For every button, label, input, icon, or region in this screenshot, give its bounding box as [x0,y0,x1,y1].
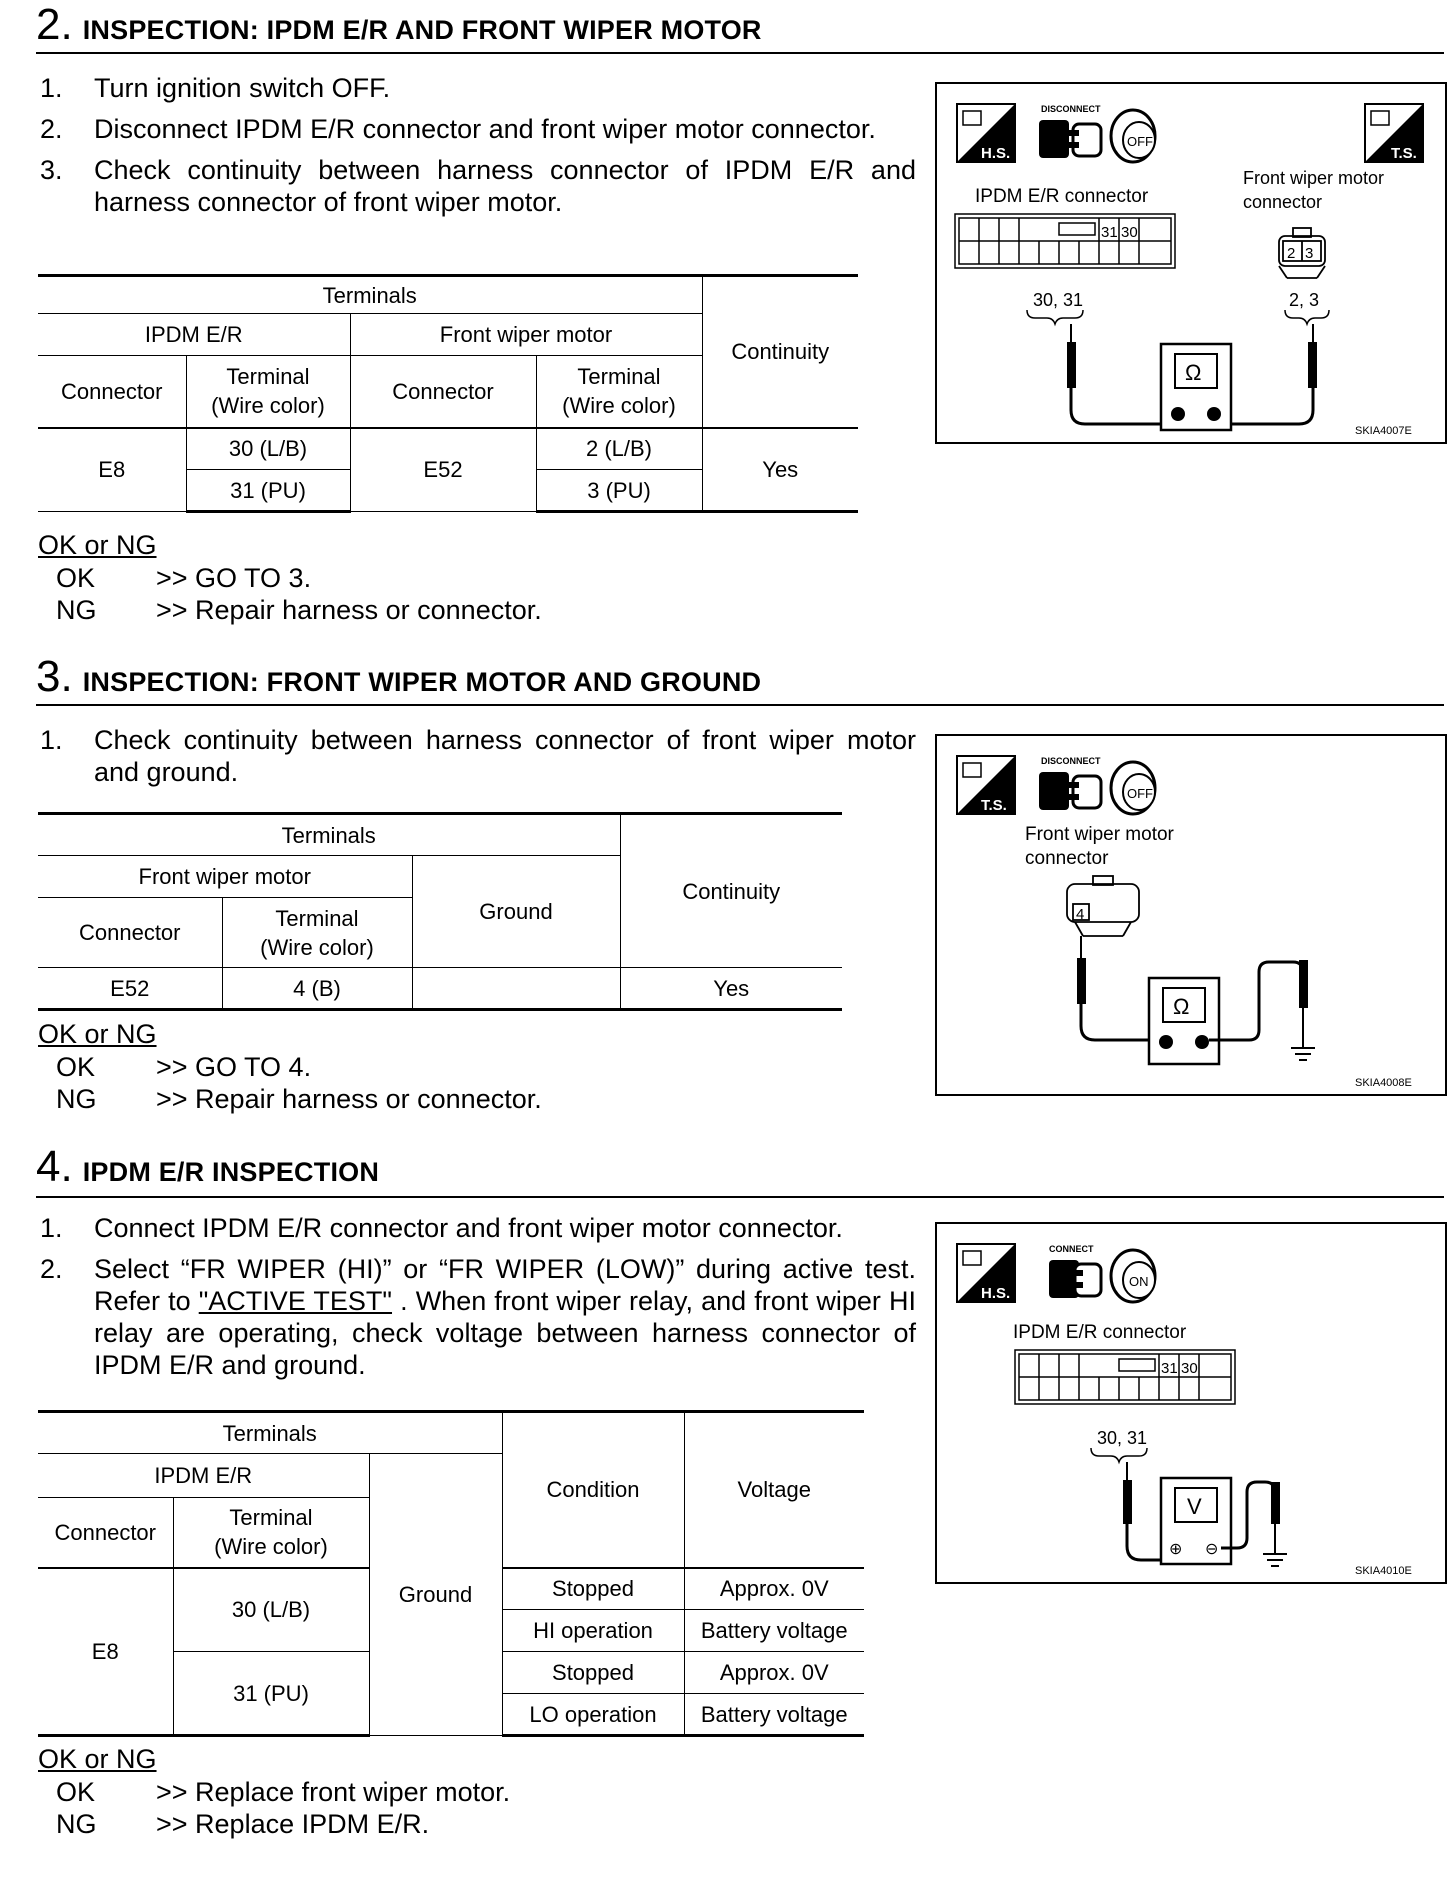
voltage-table: Terminals Condition Voltage IPDM E/R Ground Connector Terminal (Wire color) E8 30 (L/B) Stopped Approx. 0V HI operation Battery voltage 31 (PU) Stopped Approx. 0V LO operation Battery voltage [38,1410,864,1737]
svg-text:2, 3: 2, 3 [1289,290,1320,310]
svg-text:30: 30 [1121,224,1138,241]
divider [36,1196,1444,1198]
svg-text:Ω: Ω [1173,994,1190,1019]
diagram-ipdm-motor-continuity [935,82,1447,444]
svg-text:IPDM E/R connector: IPDM E/R connector [975,186,1149,207]
test-probe-icon [1308,324,1317,388]
svg-text:SKIA4007E: SKIA4007E [1355,425,1412,437]
step-item: 1. Check continuity between harness connector of front wiper motor and ground. [40,725,916,787]
section-number: 2 [36,0,61,49]
step-list [36,724,916,797]
svg-text:OFF: OFF [1127,786,1153,801]
voltmeter-icon [1161,1478,1231,1564]
section-title: INSPECTION: IPDM E/R AND FRONT WIPER MOTOR [82,15,762,45]
section-title: IPDM E/R INSPECTION [82,1157,380,1187]
active-test-link[interactable]: "ACTIVE TEST" [198,1286,393,1316]
svg-text:30, 31: 30, 31 [1097,1428,1148,1448]
svg-text:T.S.: T.S. [981,797,1007,814]
svg-text:Ω: Ω [1185,360,1202,385]
ts-badge-icon [957,756,1015,814]
svg-text:SKIA4008E: SKIA4008E [1355,1077,1412,1089]
divider [36,52,1444,54]
section-2-heading: 2. INSPECTION: IPDM E/R AND FRONT WIPER MOTOR [36,0,762,49]
connected-connector-icon [1049,1260,1101,1298]
ok-ng-block: OK or NG OK >> Replace front wiper motor. NG >> Replace IPDM E/R. [38,1744,511,1839]
svg-text:SKIA4010E: SKIA4010E [1355,1565,1412,1577]
svg-text:DISCONNECT: DISCONNECT [1041,756,1101,766]
svg-text:31: 31 [1101,224,1118,241]
ignition-key-on-icon [1111,1250,1155,1302]
svg-text:30: 30 [1181,1360,1198,1377]
diagram-motor-ground-continuity [935,734,1447,1096]
section-3-heading: 3. INSPECTION: FRONT WIPER MOTOR AND GROUND [36,652,762,701]
ohmmeter-icon [1149,978,1219,1064]
ok-ng-block: OK or NG OK >> GO TO 4. NG >> Repair harness or connector. [38,1019,542,1114]
svg-text:IPDM E/R connector: IPDM E/R connector [1013,1322,1187,1343]
svg-text:31: 31 [1161,1360,1178,1377]
ignition-key-off-icon [1111,762,1155,814]
ignition-key-off-icon [1111,110,1155,162]
section-number: 3 [36,652,61,701]
svg-text:H.S.: H.S. [981,145,1011,162]
step-item: 3. Check continuity between harness connector of IPDM E/R and harness connector of front wiper motor. [40,155,916,217]
continuity-table: Terminals Continuity IPDM E/R Front wiper motor Connector Terminal (Wire color) Connector Terminal (Wire color) E8 30 (L/B) E52 2 (L/B) Yes 31 (PU) 3 (PU) [38,274,858,513]
svg-text:T.S.: T.S. [1391,145,1417,162]
hs-badge-icon [957,1244,1015,1302]
test-probe-icon [1077,936,1086,1004]
svg-text:⊕: ⊕ [1169,1541,1183,1558]
test-probe-icon [1271,1482,1280,1554]
svg-text:2: 2 [1287,245,1296,262]
svg-text:⊖: ⊖ [1205,1541,1219,1558]
section-number: 4 [36,1142,61,1191]
ts-badge-icon [1365,104,1423,162]
step-item: 2. Select “FR WIPER (HI)” or “FR WIPER (LOW)” during active test. Refer to "ACTIVE TEST" . When front wiper relay, and front wiper HI relay are operating, check voltage between harness connector of IPDM E/R and ground. [40,1254,916,1380]
ground-icon [1263,1554,1287,1566]
svg-text:Front wiper motor: Front wiper motor [1243,168,1385,188]
svg-text:V: V [1187,1494,1202,1519]
ok-ng-block: OK or NG OK >> GO TO 3. NG >> Repair harness or connector. [38,530,542,625]
svg-text:ON: ON [1129,1274,1149,1289]
step-list [36,72,916,227]
svg-text:OFF: OFF [1127,134,1153,149]
diagram-ipdm-voltage [935,1222,1447,1584]
svg-text:CONNECT: CONNECT [1049,1244,1094,1254]
disconnect-connector-icon [1039,120,1101,158]
svg-text:connector: connector [1025,848,1109,869]
test-probe-icon [1299,960,1308,1048]
svg-text:3: 3 [1305,245,1314,262]
step-item: 2. Disconnect IPDM E/R connector and front wiper motor connector. [40,114,876,144]
section-title: INSPECTION: FRONT WIPER MOTOR AND GROUND [82,667,762,697]
ipdm-connector-icon [1015,1350,1235,1404]
svg-text:H.S.: H.S. [981,1285,1011,1302]
test-probe-icon [1067,324,1076,388]
svg-text:connector: connector [1243,192,1323,212]
motor-connector-icon [1279,228,1325,278]
svg-text:4: 4 [1076,906,1085,923]
ground-icon [1291,1048,1315,1060]
disconnect-connector-icon [1039,772,1101,810]
svg-text:Front wiper motor: Front wiper motor [1025,824,1174,845]
step-item: 1. Connect IPDM E/R connector and front wiper motor connector. [40,1213,843,1243]
section-4-heading: 4. IPDM E/R INSPECTION [36,1142,380,1191]
step-list [36,1212,916,1390]
hs-badge-icon [957,104,1015,162]
divider [36,704,1444,706]
continuity-table: Terminals Continuity Front wiper motor Ground Connector Terminal (Wire color) E52 4 (B) Yes [38,812,842,1011]
ipdm-connector-icon [955,214,1175,268]
step-item: 1. Turn ignition switch OFF. [40,73,391,103]
svg-text:30, 31: 30, 31 [1033,290,1084,310]
ohmmeter-icon [1161,344,1231,430]
test-probe-icon [1123,1462,1132,1524]
svg-text:DISCONNECT: DISCONNECT [1041,104,1101,114]
